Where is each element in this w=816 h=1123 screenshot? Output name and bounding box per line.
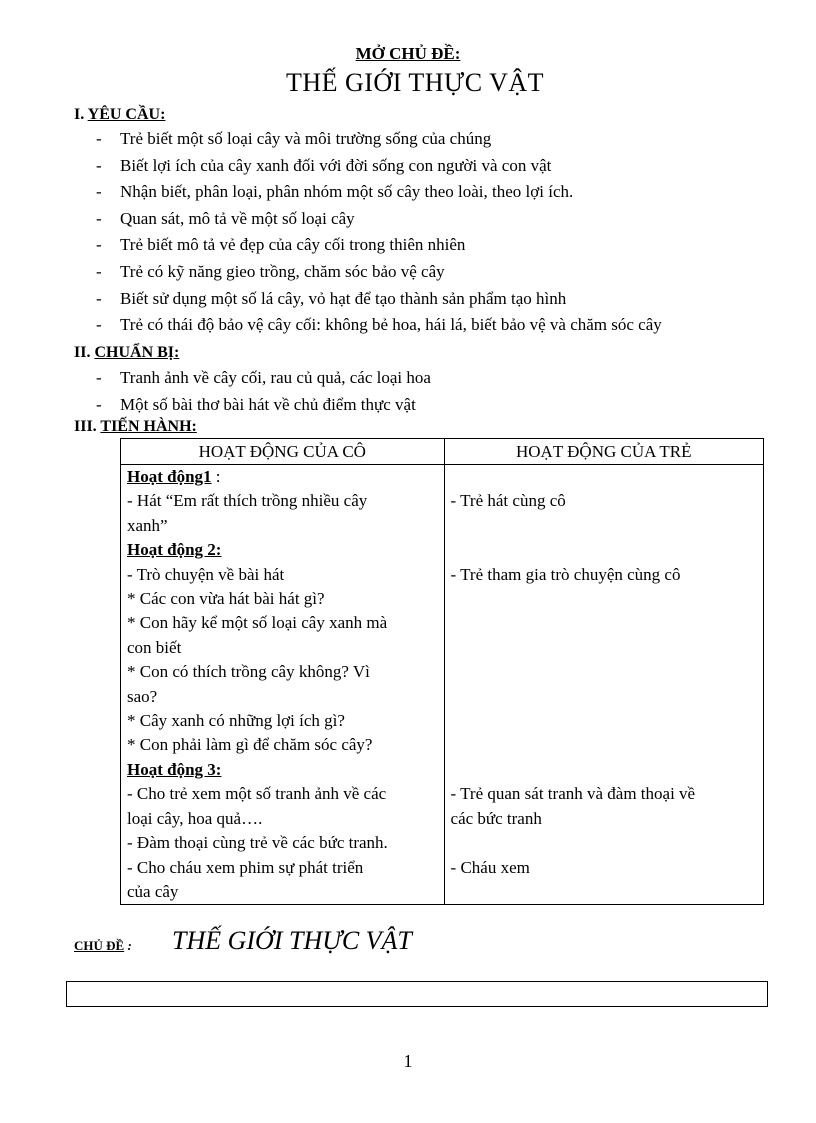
- topic-title: THẾ GIỚI THỰC VẬT: [172, 926, 412, 955]
- section-title: YÊU CẦU:: [87, 106, 166, 123]
- section-number: I.: [74, 106, 85, 123]
- table-row: [121, 465, 764, 905]
- section-number: III.: [74, 418, 97, 435]
- list-item: - Một số bài thơ bài hát về chủ điểm thực vật: [96, 394, 416, 414]
- list-item: - Biết lợi ích của cây xanh đối với đời sống con người và con vật: [96, 155, 552, 175]
- preparation-list: [96, 365, 431, 418]
- child-activities-cell: - Trẻ hát cùng cô - Trẻ tham gia trò chuyện cùng cô - Trẻ quan sát tranh và đàm thoại về các bức tranh - Cháu xem: [444, 465, 763, 905]
- list-item: - Quan sát, mô tả về một số loại cây: [96, 208, 355, 228]
- activity-2-heading: Hoạt động 2:: [127, 540, 222, 560]
- page-title: THẾ GIỚI THỰC VẬT: [285, 68, 545, 97]
- section-heading-preparation: [74, 344, 179, 362]
- activity-3-heading: Hoạt động 3:: [127, 759, 222, 779]
- list-item: - Trẻ biết mô tả vẻ đẹp của cây cối trong thiên nhiên: [96, 235, 466, 255]
- list-item: - Trẻ có kỹ năng gieo trồng, chăm sóc bảo vệ cây: [96, 261, 445, 281]
- requirements-list: [96, 126, 662, 339]
- topic-label: CHỦ ĐỀ :: [74, 938, 132, 953]
- section-title: CHUẨN BỊ:: [94, 344, 180, 361]
- list-item: - Biết sử dụng một số lá cây, vỏ hạt để tạo thành sản phẩm tạo hình: [96, 288, 567, 308]
- activity-1-heading: Hoạt động1 :: [127, 467, 221, 486]
- teacher-column-header: HOẠT ĐỘNG CỦA CÔ: [121, 439, 445, 465]
- list-item: - Nhận biết, phân loại, phân nhóm một số cây theo loài, theo lợi ích.: [96, 182, 574, 202]
- section-title: TIẾN HÀNH:: [100, 418, 197, 435]
- page-subtitle: MỞ CHỦ ĐỀ:: [355, 44, 461, 63]
- list-item: - Tranh ảnh về cây cối, rau củ quả, các loại hoa: [96, 368, 431, 387]
- section-heading-requirements: [74, 106, 165, 124]
- section-heading-procedure: [74, 418, 197, 436]
- empty-frame: [66, 981, 768, 1007]
- child-column-header: HOẠT ĐỘNG CỦA TRẺ: [444, 439, 763, 465]
- list-item: - Trẻ có thái độ bảo vệ cây cối: không bẻ hoa, hái lá, biết bảo vệ và chăm sóc cây: [96, 315, 662, 335]
- section-number: II.: [74, 344, 91, 361]
- list-item: - Trẻ biết một số loại cây và môi trường sống của chúng: [96, 129, 492, 148]
- activity-table: [120, 438, 764, 905]
- page-number: 1: [403, 1051, 413, 1071]
- teacher-activities-cell: Hoạt động1 : - Hát “Em rất thích trồng nhiều cây xanh” Hoạt động 2: - Trò chuyện về bài hát * Các con vừa hát bài hát gì? * Con hãy kể một số loại cây xanh mà con biết * Con có thích trồng cây không? Vì sao? * Cây xanh có những lợi ích gì? * Con phải làm gì để chăm sóc cây? Hoạt động 3: - Cho trẻ xem một số tranh ảnh về các loại cây, hoa quả…. - Đàm thoại cùng trẻ về các bức tranh. - Cho cháu xem phim sự phát triển của cây: [121, 465, 445, 905]
- table-header-row: [121, 439, 764, 465]
